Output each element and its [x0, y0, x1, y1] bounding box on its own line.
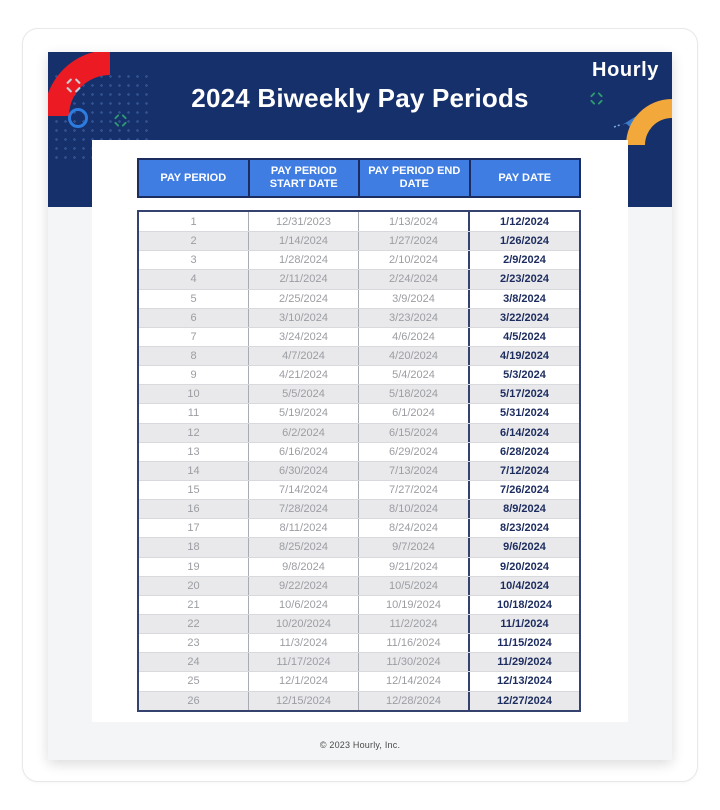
page-title: 2024 Biweekly Pay Periods: [191, 83, 529, 113]
pay-date-cell: 4/19/2024: [500, 350, 549, 363]
pay-period-cell: 2: [139, 232, 249, 250]
pay-date-cell: 3/22/2024: [500, 311, 549, 324]
orange-arc-icon: [622, 95, 672, 195]
start-date-cell: 2/11/2024: [249, 270, 359, 288]
end-date-cell: 8/10/2024: [359, 500, 470, 518]
document-card: [48, 52, 672, 760]
pay-date-cell: 11/15/2024: [497, 637, 552, 650]
pay-period-cell: 26: [139, 692, 249, 710]
pay-date-cell: 5/3/2024: [503, 369, 546, 382]
start-date-cell: 11/3/2024: [249, 634, 359, 652]
table-row: [139, 289, 579, 308]
pay-date-cell: 7/26/2024: [500, 484, 549, 497]
table-row: [139, 384, 579, 403]
pay-period-cell: 6: [139, 309, 249, 327]
pay-date-cell: 3/8/2024: [503, 292, 546, 305]
end-date-cell: 10/19/2024: [359, 596, 470, 614]
start-date-cell: 7/28/2024: [249, 500, 359, 518]
start-date-cell: 6/2/2024: [249, 424, 359, 442]
pay-date-cell: 7/12/2024: [500, 464, 549, 477]
start-date-cell: 9/22/2024: [249, 577, 359, 595]
start-date-cell: 2/25/2024: [249, 290, 359, 308]
end-date-cell: 3/9/2024: [359, 290, 470, 308]
pay-date-cell: 11/1/2024: [500, 618, 549, 631]
start-date-cell: 12/31/2023: [249, 212, 359, 231]
start-date-cell: 5/5/2024: [249, 385, 359, 403]
end-date-cell: 9/7/2024: [359, 538, 470, 556]
start-date-cell: 1/28/2024: [249, 251, 359, 269]
pay-date-cell: 1/12/2024: [500, 215, 549, 228]
table-header-row: [137, 158, 581, 198]
table-row: [139, 461, 579, 480]
pay-date-cell: 9/20/2024: [500, 560, 549, 573]
column-header-pay-period: PAY PERIOD: [139, 160, 250, 196]
table-row: [139, 346, 579, 365]
pay-period-cell: 18: [139, 538, 249, 556]
sparkle-icon: [590, 92, 603, 105]
pay-table-body: [137, 210, 581, 712]
pay-date-cell: 1/26/2024: [500, 235, 549, 248]
table-row: [139, 308, 579, 327]
start-date-cell: 8/11/2024: [249, 519, 359, 537]
pay-period-cell: 11: [139, 404, 249, 422]
start-date-cell: 7/14/2024: [249, 481, 359, 499]
table-row: [139, 499, 579, 518]
pay-period-cell: 5: [139, 290, 249, 308]
pay-period-cell: 14: [139, 462, 249, 480]
start-date-cell: 11/17/2024: [249, 653, 359, 671]
end-date-cell: 8/24/2024: [359, 519, 470, 537]
pay-date-cell: 6/14/2024: [500, 426, 549, 439]
pay-period-cell: 10: [139, 385, 249, 403]
table-row: [139, 671, 579, 690]
table-row: [139, 518, 579, 537]
pay-period-cell: 19: [139, 558, 249, 576]
table-row: [139, 576, 579, 595]
start-date-cell: 12/15/2024: [249, 692, 359, 710]
end-date-cell: 2/24/2024: [359, 270, 470, 288]
column-header-start-date: PAY PERIOD START DATE: [250, 160, 361, 196]
start-date-cell: 12/1/2024: [249, 672, 359, 690]
end-date-cell: 10/5/2024: [359, 577, 470, 595]
end-date-cell: 5/4/2024: [359, 366, 470, 384]
table-row: [139, 614, 579, 633]
pay-date-cell: 8/9/2024: [503, 503, 546, 516]
pay-period-cell: 8: [139, 347, 249, 365]
table-row: [139, 537, 579, 556]
end-date-cell: 6/15/2024: [359, 424, 470, 442]
table-row: [139, 269, 579, 288]
pay-period-cell: 16: [139, 500, 249, 518]
copyright-note: © 2023 Hourly, Inc.: [319, 740, 401, 750]
end-date-cell: 12/14/2024: [359, 672, 470, 690]
pay-date-cell: 9/6/2024: [503, 541, 546, 554]
end-date-cell: 1/13/2024: [359, 212, 470, 231]
pay-period-cell: 25: [139, 672, 249, 690]
sparkle-icon: [114, 114, 127, 127]
pay-date-cell: 12/13/2024: [496, 675, 553, 688]
table-row: [139, 403, 579, 422]
start-date-cell: 10/6/2024: [249, 596, 359, 614]
pay-date-cell: 2/23/2024: [500, 273, 549, 286]
start-date-cell: 9/8/2024: [249, 558, 359, 576]
pay-date-cell: 10/4/2024: [500, 579, 549, 592]
start-date-cell: 3/10/2024: [249, 309, 359, 327]
end-date-cell: 1/27/2024: [359, 232, 470, 250]
start-date-cell: 6/30/2024: [249, 462, 359, 480]
start-date-cell: 5/19/2024: [249, 404, 359, 422]
pay-period-cell: 7: [139, 328, 249, 346]
end-date-cell: 2/10/2024: [359, 251, 470, 269]
end-date-cell: 6/29/2024: [359, 443, 470, 461]
start-date-cell: 4/7/2024: [249, 347, 359, 365]
pay-period-cell: 21: [139, 596, 249, 614]
table-row: [139, 365, 579, 384]
pay-period-cell: 9: [139, 366, 249, 384]
pay-period-cell: 12: [139, 424, 249, 442]
pay-period-cell: 1: [139, 212, 249, 231]
table-row: [139, 327, 579, 346]
table-row: [139, 633, 579, 652]
pay-date-cell: 6/28/2024: [500, 445, 549, 458]
table-row: [139, 423, 579, 442]
pay-date-cell: 11/29/2024: [497, 656, 552, 669]
table-row: [139, 557, 579, 576]
pay-period-cell: 4: [139, 270, 249, 288]
table-row: [139, 480, 579, 499]
start-date-cell: 10/20/2024: [249, 615, 359, 633]
pay-period-cell: 13: [139, 443, 249, 461]
table-row: [139, 442, 579, 461]
table-row: [139, 212, 579, 231]
column-header-end-date: PAY PERIOD END DATE: [360, 160, 471, 196]
end-date-cell: 11/30/2024: [359, 653, 470, 671]
pay-period-cell: 23: [139, 634, 249, 652]
start-date-cell: 4/21/2024: [249, 366, 359, 384]
pay-period-cell: 22: [139, 615, 249, 633]
table-panel: [92, 140, 628, 722]
end-date-cell: 3/23/2024: [359, 309, 470, 327]
end-date-cell: 7/13/2024: [359, 462, 470, 480]
end-date-cell: 4/6/2024: [359, 328, 470, 346]
end-date-cell: 6/1/2024: [359, 404, 470, 422]
end-date-cell: 9/21/2024: [359, 558, 470, 576]
end-date-cell: 11/16/2024: [359, 634, 470, 652]
table-row: [139, 652, 579, 671]
screenshot-frame: [22, 28, 698, 782]
pay-date-cell: 10/18/2024: [496, 598, 553, 611]
pay-date-cell: 5/31/2024: [500, 407, 549, 420]
start-date-cell: 6/16/2024: [249, 443, 359, 461]
pay-date-cell: 2/9/2024: [503, 254, 546, 267]
pay-period-cell: 20: [139, 577, 249, 595]
start-date-cell: 3/24/2024: [249, 328, 359, 346]
column-header-pay-date: PAY DATE: [498, 171, 552, 184]
table-row: [139, 250, 579, 269]
hourly-logo: Hourly: [592, 59, 659, 81]
start-date-cell: 1/14/2024: [249, 232, 359, 250]
pay-date-cell: 4/5/2024: [503, 330, 546, 343]
end-date-cell: 7/27/2024: [359, 481, 470, 499]
end-date-cell: 11/2/2024: [359, 615, 470, 633]
pay-period-cell: 15: [139, 481, 249, 499]
end-date-cell: 4/20/2024: [359, 347, 470, 365]
pay-period-cell: 3: [139, 251, 249, 269]
end-date-cell: 12/28/2024: [359, 692, 470, 710]
table-row: [139, 691, 579, 710]
pay-date-cell: 8/23/2024: [500, 522, 549, 535]
table-row: [139, 231, 579, 250]
pay-date-cell: 12/27/2024: [496, 694, 553, 707]
pay-date-cell: 5/17/2024: [500, 388, 549, 401]
table-row: [139, 595, 579, 614]
start-date-cell: 8/25/2024: [249, 538, 359, 556]
pay-period-cell: 17: [139, 519, 249, 537]
end-date-cell: 5/18/2024: [359, 385, 470, 403]
pay-period-cell: 24: [139, 653, 249, 671]
